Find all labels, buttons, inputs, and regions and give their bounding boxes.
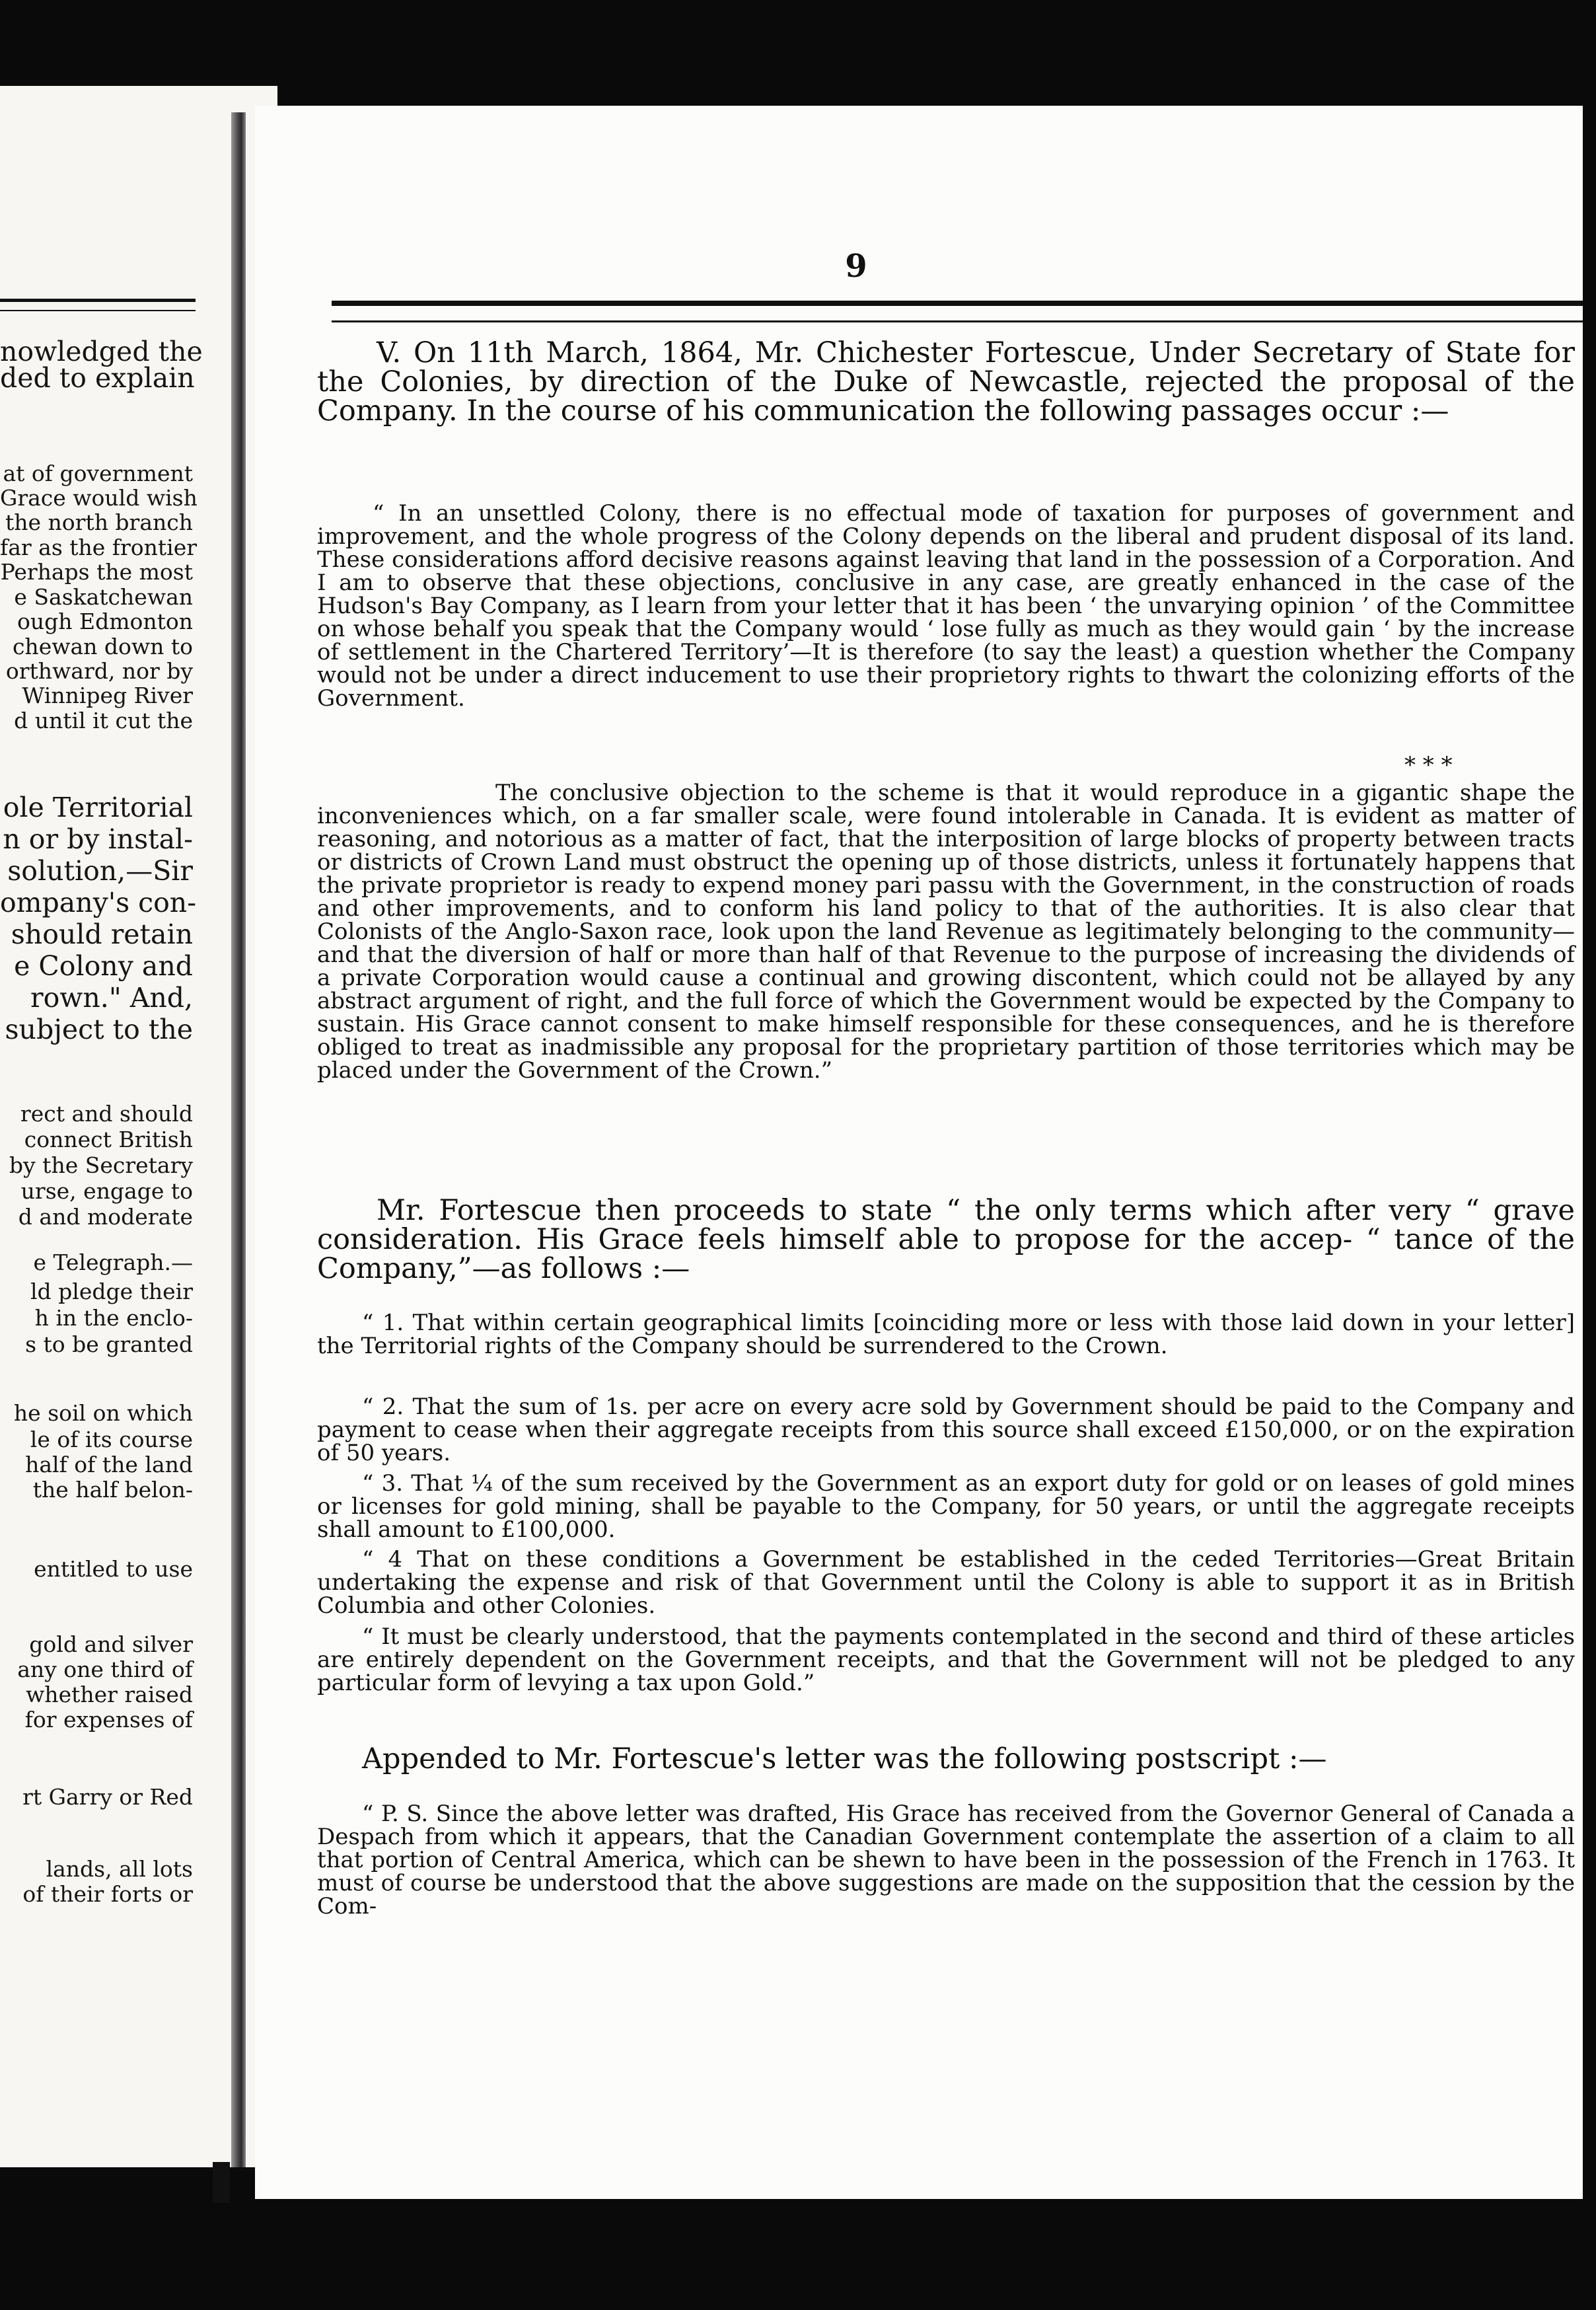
- left-page-line: h in the enclo-: [34, 1305, 193, 1331]
- left-page-line: d and moderate: [18, 1204, 193, 1230]
- left-page-line: entitled to use: [34, 1556, 193, 1582]
- term-5-clarification: “ It must be clearly understood, that the payments contemplated in the second and third of these articles are entirely dependent on the Government receipts, and that the Government will not be pledged to any particular form of levying a tax upon Gold.”: [317, 1623, 1575, 1696]
- left-page-line: the half belon-: [32, 1477, 193, 1503]
- postscript-text: “ P. S. Since the above letter was drafted, His Grace has received from the Governor General of Canada a Despach from which it appears, that the Canadian Government contemplate the assertion of a claim to all that portion of Central America, which can be shewn to have been in the possession of the French in 1763. It must of course be understood that the above suggestions are made on the supposition that the cession by the Com-: [317, 1801, 1575, 1919]
- left-page-line: rect and should: [20, 1101, 193, 1127]
- quote-paragraph-1: “ In an unsettled Colony, there is no effectual mode of taxation for purposes of government and improvement, and the whole progress of the Colony depends on the liberal and prudent disposal of its land. These considerations afford decisive reasons against leaving that land in the possession of a Corporation. And I am to observe that these objections, conclusive in any case, are greatly enhanced in the case of the Hudson's Bay Company, as I learn from your letter that it has been ‘ the unvarying opinion ’ of the Committee on whose behalf you speak that the Company would ‘ lose fully as much as they would gain ‘ by the increase of settlement in the Chartered Territory’—It is therefore (to say the least) a question whether the Company would not be under a direct inducement to use their proprietory rights to thwart the colonizing efforts of the Government.: [317, 500, 1575, 712]
- left-page-line: rown." And,: [30, 982, 193, 1014]
- left-page-line: any one third of: [17, 1657, 193, 1682]
- left-page-line: e Saskatchewan: [14, 584, 193, 610]
- left-page-line: ded to explain: [0, 362, 195, 394]
- left-page-line: n or by instal-: [3, 823, 193, 855]
- left-page-line: Perhaps the most: [0, 559, 193, 585]
- term-3: “ 3. That ¼ of the sum received by the Government as an export duty for gold or on leases of gold mines or licenses for gold mining, shall be payable to the Company, for 50 years, or until the aggregate receipts shall amount to £100,000.: [317, 1470, 1575, 1543]
- left-page-line: ld pledge their: [30, 1279, 193, 1304]
- left-page-line: ompany's con-: [0, 887, 197, 918]
- left-page-rule: [0, 299, 196, 311]
- left-page-line: le of its course: [30, 1427, 193, 1452]
- page-number: 9: [845, 248, 867, 285]
- left-page-line: rt Garry or Red: [22, 1784, 193, 1810]
- left-page-line: ole Territorial: [3, 792, 193, 823]
- header-rule: [332, 301, 1583, 322]
- left-page-line: at of government: [3, 461, 193, 486]
- left-page-line: of their forts or: [22, 1881, 193, 1907]
- left-page-line: d until it cut the: [14, 708, 193, 733]
- left-page-line: chewan down to: [12, 634, 193, 659]
- left-page-line: orthward, nor by: [5, 658, 193, 684]
- left-page-line: connect British: [24, 1127, 193, 1152]
- left-page-line: Grace would wish: [0, 485, 198, 511]
- book-gutter: [231, 112, 246, 2167]
- left-page-line: half of the land: [25, 1452, 193, 1477]
- section-intro: V. On 11th March, 1864, Mr. Chichester Fortescue, Under Secretary of State for the Colonies, by direction of the Duke of Newcastle, rejected the proposal of the Company. In the course of his communication the following passages occur :—: [317, 336, 1575, 428]
- left-page-line: lands, all lots: [46, 1856, 193, 1882]
- left-page-line: far as the frontier: [0, 535, 198, 560]
- gutter-mark: [213, 2162, 230, 2203]
- left-page-line: for expenses of: [24, 1707, 193, 1732]
- left-page-line: e Telegraph.—: [33, 1249, 193, 1275]
- left-page-line: should retain: [11, 918, 193, 950]
- left-page-line: urse, engage to: [20, 1178, 193, 1204]
- left-page-line: s to be granted: [25, 1331, 193, 1357]
- left-page-line: he soil on which: [13, 1400, 193, 1426]
- left-page-line: whether raised: [26, 1682, 193, 1707]
- terms-intro: Mr. Fortescue then proceeds to state “ the only terms which after very “ grave consideration. His Grace feels himself able to propose for the accep- “ tance of the Company,”—as follows :—: [317, 1194, 1575, 1285]
- main-page: [255, 106, 1583, 2199]
- left-page-line: nowledged the: [0, 336, 203, 367]
- left-page-line: ough Edmonton: [17, 609, 193, 634]
- left-page-line: subject to the: [5, 1014, 193, 1045]
- postscript-heading: Appended to Mr. Fortescue's letter was the following postscript :—: [362, 1742, 1327, 1775]
- quote-paragraph-2: The conclusive objection to the scheme is that it would reproduce in a gigantic shape the inconveniences which, on a far smaller scale, were found intolerable in Canada. It is evident as matter of reasoning, and notorious as a matter of fact, that the interposition of large blocks of property between tracts or districts of Crown Land must obstruct the opening up of those districts, unless it fortunately happens that the private proprietor is ready to expend money pari passu with the Government, in the construction of roads and other improvements, and to conform his land policy to that of the authorities. It is also clear that Colonists of the Anglo-Saxon race, look upon the land Revenue as legitimately belonging to the community—and that the diversion of half or more than half of that Revenue to the purpose of increasing the dividends of a private Corporation would cause a continual and growing discontent, which could not be allayed by any abstract argument of right, and the full force of which the Government would be expected by the Company to sustain. His Grace cannot consent to make himself responsible for these consequences, and he is therefore obliged to treat as inadmissible any proposal for the proprietary partition of those territories which may be placed under the Government of the Crown.”: [317, 780, 1575, 1084]
- left-page-line: the north branch: [5, 509, 193, 535]
- term-1: “ 1. That within certain geographical limits [coinciding more or less with those laid down in your letter] the Territorial rights of the Company should be surrendered to the Crown.: [317, 1310, 1575, 1359]
- left-page-line: by the Secretary: [9, 1152, 193, 1178]
- left-page-line: Winnipeg River: [22, 683, 193, 708]
- ellipsis-stars: * * *: [1404, 752, 1453, 778]
- left-page-line: e Colony and: [14, 950, 193, 982]
- term-4: “ 4 That on these conditions a Government be established in the ceded Territories—Great Britain undertaking the expense and risk of that Government until the Colony is able to support it as in British Columbia and other Colonies.: [317, 1546, 1575, 1619]
- left-page-line: solution,—Sir: [7, 855, 193, 887]
- term-2: “ 2. That the sum of 1s. per acre on every acre sold by Government should be paid to the Company and payment to cease when their aggregate receipts from this source shall exceed £150,000, or on the expiration of 50 years.: [317, 1394, 1575, 1466]
- left-page-line: gold and silver: [29, 1631, 193, 1657]
